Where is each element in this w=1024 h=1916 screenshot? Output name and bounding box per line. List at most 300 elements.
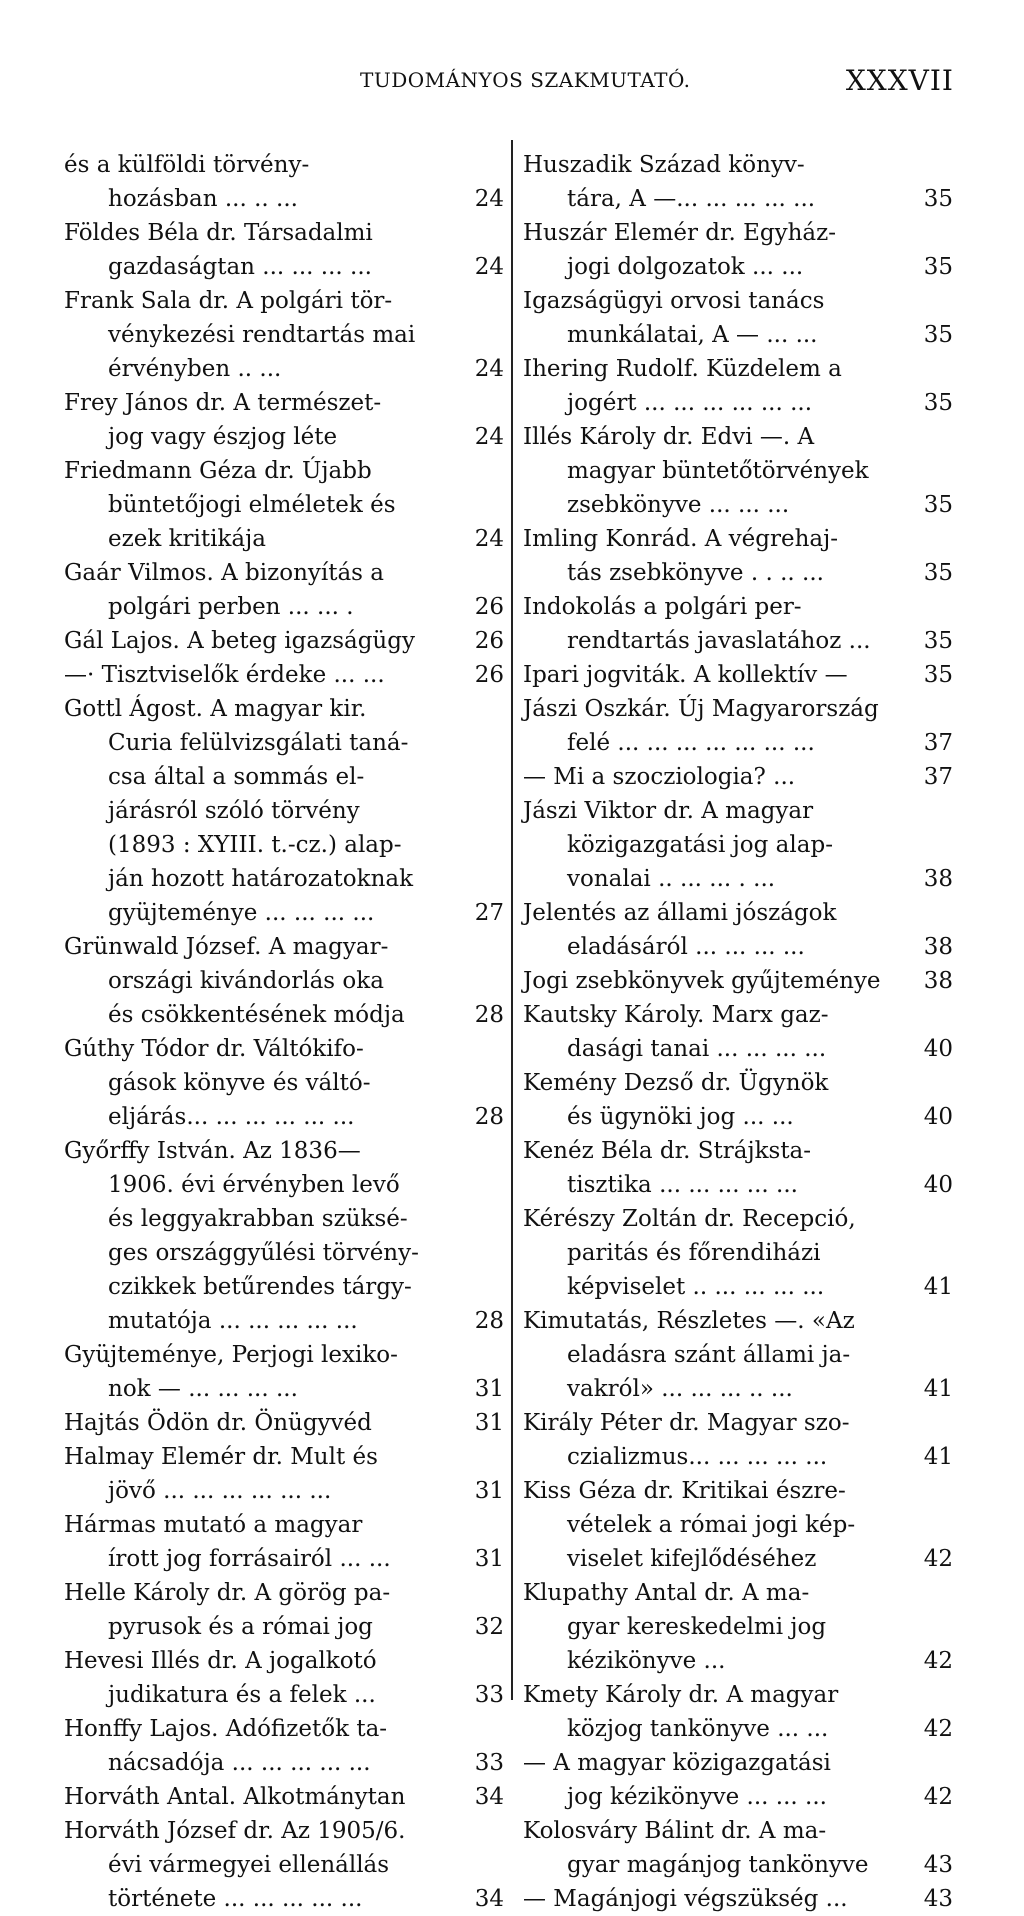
entry-line — [523, 250, 953, 284]
index-entry — [523, 1814, 953, 1882]
index-entry — [523, 896, 953, 964]
entry-text: Gúthy Tódor dr. Váltókifo- — [64, 1036, 364, 1062]
entry-text: Friedmann Géza dr. Újabb — [64, 458, 372, 484]
entry-text: Huszár Elemér dr. Egyház- — [523, 220, 837, 246]
entry-text: Kmety Károly dr. A magyar — [523, 1682, 839, 1708]
entry-text: rendtartás javaslatához ... — [567, 628, 871, 654]
entry-text: eladásáról ... ... ... ... — [567, 934, 805, 960]
entry-page-number: 34 — [474, 1784, 504, 1810]
entry-page-number: 43 — [923, 1852, 953, 1878]
entry-text: 1906. évi érvényben levő — [108, 1172, 400, 1198]
entry-line — [523, 148, 953, 182]
entry-page-number: 42 — [923, 1648, 953, 1674]
entry-text: gyar kereskedelmi jog — [567, 1614, 827, 1640]
entry-text: Illés Károly dr. Edvi —. A — [523, 424, 815, 450]
entry-text: Curia felülvizsgálati taná- — [108, 730, 409, 756]
entry-page-number: 35 — [923, 186, 953, 212]
entry-line — [64, 1236, 504, 1270]
entry-line — [523, 998, 953, 1032]
index-entry — [64, 216, 504, 284]
entry-line — [523, 590, 953, 624]
entry-line — [64, 1848, 504, 1882]
entry-text: tás zsebkönyve . . .. ... — [567, 560, 824, 586]
entry-page-number: 35 — [923, 662, 953, 688]
entry-line — [64, 1814, 504, 1848]
entry-line — [64, 964, 504, 998]
index-entry — [64, 930, 504, 1032]
index-entry — [64, 1508, 504, 1576]
entry-text: nok — ... ... ... ... — [108, 1376, 298, 1402]
entry-line — [64, 1882, 504, 1916]
entry-page-number: 26 — [474, 594, 504, 620]
entry-text: dasági tanai ... ... ... ... — [567, 1036, 827, 1062]
entry-text: Kimutatás, Részletes —. «Az — [523, 1308, 855, 1334]
entry-text: (1893 : XYIII. t.-cz.) alap- — [108, 832, 402, 858]
entry-text: czializmus... ... ... ... ... — [567, 1444, 828, 1470]
index-entry — [523, 284, 953, 352]
entry-line — [64, 726, 504, 760]
entry-line — [523, 828, 953, 862]
entry-line — [64, 1134, 504, 1168]
entry-line — [64, 318, 504, 352]
entry-page-number: 35 — [923, 322, 953, 348]
index-entry — [523, 352, 953, 420]
entry-text: vonalai .. ... ... . ... — [567, 866, 776, 892]
entry-text: Jelentés az állami jószágok — [523, 900, 837, 926]
entry-text: Frey János dr. A természet- — [64, 390, 382, 416]
entry-text: Hajtás Ödön dr. Önügyvéd — [64, 1410, 372, 1436]
entry-line — [64, 1338, 504, 1372]
index-entry — [64, 1780, 504, 1814]
index-entry — [64, 1032, 504, 1134]
entry-page-number: 31 — [474, 1478, 504, 1504]
entry-line — [523, 318, 953, 352]
entry-page-number: 38 — [923, 866, 953, 892]
entry-page-number: 26 — [474, 628, 504, 654]
index-entry — [523, 692, 953, 760]
entry-line — [64, 1202, 504, 1236]
entry-page-number: 24 — [474, 424, 504, 450]
index-entry — [523, 998, 953, 1066]
entry-line — [523, 1474, 953, 1508]
entry-line — [523, 284, 953, 318]
entry-page-number: 41 — [923, 1376, 953, 1402]
entry-line — [64, 556, 504, 590]
entry-text: Kemény Dezső dr. Ügynök — [523, 1070, 829, 1096]
entry-line — [64, 1644, 504, 1678]
entry-page-number: 34 — [474, 1886, 504, 1912]
entry-text: vételek a római jogi kép- — [567, 1512, 856, 1538]
entry-line — [64, 420, 504, 454]
entry-line — [523, 216, 953, 250]
index-entry — [523, 658, 953, 692]
entry-text: Huszadik Század könyv- — [523, 152, 805, 178]
entry-line — [64, 862, 504, 896]
entry-line — [523, 1406, 953, 1440]
entry-page-number: 35 — [923, 492, 953, 518]
entry-page-number: 31 — [474, 1410, 504, 1436]
entry-text: Igazságügyi orvosi tanács — [523, 288, 825, 314]
entry-line — [64, 760, 504, 794]
entry-text: Frank Sala dr. A polgári tör- — [64, 288, 393, 314]
entry-text: Helle Károly dr. A görög pa- — [64, 1580, 391, 1606]
entry-page-number: 33 — [474, 1682, 504, 1708]
entry-page-number: 27 — [474, 900, 504, 926]
entry-line — [523, 1100, 953, 1134]
entry-line — [523, 862, 953, 896]
entry-text: paritás és főrendiházi — [567, 1240, 821, 1266]
entry-text: Győrffy István. Az 1836— — [64, 1138, 361, 1164]
entry-text: Ihering Rudolf. Küzdelem a — [523, 356, 842, 382]
entry-page-number: 40 — [923, 1104, 953, 1130]
entry-page-number: 35 — [923, 390, 953, 416]
index-entry — [523, 1882, 953, 1916]
index-entry — [523, 794, 953, 896]
entry-text: Gál Lajos. A beteg igazságügy — [64, 628, 415, 654]
index-entry — [64, 556, 504, 624]
entry-line — [523, 624, 953, 658]
entry-text: — Magánjogi végszükség ... — [523, 1886, 848, 1912]
entry-line — [523, 1372, 953, 1406]
entry-line — [523, 1202, 953, 1236]
entry-page-number: 28 — [474, 1308, 504, 1334]
entry-text: közigazgatási jog alap- — [567, 832, 833, 858]
entry-text: nácsadója ... ... ... ... ... — [108, 1750, 371, 1776]
entry-line — [64, 1066, 504, 1100]
entry-page-number: 37 — [923, 764, 953, 790]
entry-line — [523, 760, 953, 794]
index-entry — [64, 454, 504, 556]
entry-line — [523, 454, 953, 488]
entry-text: pyrusok és a római jog — [108, 1614, 373, 1640]
entry-text: Jogi zsebkönyvek gyűjteménye — [523, 968, 881, 994]
entry-line — [64, 216, 504, 250]
entry-line — [523, 930, 953, 964]
entry-line — [64, 590, 504, 624]
right-column — [523, 148, 953, 1916]
entry-text: képviselet .. ... ... ... ... — [567, 1274, 825, 1300]
index-entry — [64, 1814, 504, 1916]
entry-text: tára, A —... ... ... ... ... — [567, 186, 816, 212]
entry-line — [64, 1304, 504, 1338]
entry-page-number: 43 — [923, 1886, 953, 1912]
index-entry — [523, 420, 953, 522]
entry-page-number: 35 — [923, 254, 953, 280]
entry-line — [523, 1440, 953, 1474]
entry-line — [64, 386, 504, 420]
entry-line — [523, 488, 953, 522]
entry-line — [523, 1848, 953, 1882]
entry-page-number: 42 — [923, 1716, 953, 1742]
entry-text: hozásban ... .. ... — [108, 186, 298, 212]
entry-line — [64, 1440, 504, 1474]
index-entry — [523, 964, 953, 998]
column-divider — [511, 140, 513, 1700]
entry-line — [64, 1406, 504, 1440]
entry-text: és leggyakrabban szüksé- — [108, 1206, 408, 1232]
entry-text: érvényben .. ... — [108, 356, 282, 382]
entry-line — [523, 1644, 953, 1678]
entry-page-number: 38 — [923, 968, 953, 994]
entry-text: gyüjteménye ... ... ... ... — [108, 900, 375, 926]
index-entry — [64, 1576, 504, 1644]
entry-text: mutatója ... ... ... ... ... — [108, 1308, 358, 1334]
index-entry — [523, 1304, 953, 1406]
entry-line — [64, 1542, 504, 1576]
entry-text: és ügynöki jog ... ... — [567, 1104, 794, 1130]
entry-line — [64, 828, 504, 862]
entry-text: kézikönyve ... — [567, 1648, 726, 1674]
running-header — [360, 64, 954, 100]
entry-line — [64, 692, 504, 726]
entry-line — [523, 420, 953, 454]
entry-line — [64, 1100, 504, 1134]
entry-text: gazdaságtan ... ... ... ... — [108, 254, 372, 280]
entry-line — [523, 1814, 953, 1848]
entry-line — [64, 1270, 504, 1304]
entry-page-number: 28 — [474, 1002, 504, 1028]
entry-text: csa által a sommás el- — [108, 764, 365, 790]
entry-line — [64, 1610, 504, 1644]
entry-text: Imling Konrád. A végrehaj- — [523, 526, 839, 552]
index-entry — [64, 1644, 504, 1712]
entry-line — [64, 998, 504, 1032]
entry-line — [523, 1712, 953, 1746]
entry-line — [64, 1508, 504, 1542]
entry-line — [523, 896, 953, 930]
entry-page-number: 24 — [474, 526, 504, 552]
entry-text: Kenéz Béla dr. Strájksta- — [523, 1138, 812, 1164]
entry-text: jogi dolgozatok ... ... — [567, 254, 804, 280]
entry-text: Horváth Antal. Alkotmánytan — [64, 1784, 406, 1810]
entry-line — [64, 250, 504, 284]
entry-page-number: 35 — [923, 628, 953, 654]
entry-text: vakról» ... ... ... .. ... — [567, 1376, 793, 1402]
entry-text: Kolosváry Bálint dr. A ma- — [523, 1818, 827, 1844]
entry-line — [64, 284, 504, 318]
index-entry — [64, 1134, 504, 1338]
entry-line — [523, 182, 953, 216]
entry-text: eljárás... ... ... ... ... ... — [108, 1104, 355, 1130]
entry-line — [64, 454, 504, 488]
entry-page-number: 41 — [923, 1444, 953, 1470]
entry-line — [523, 1542, 953, 1576]
entry-line — [523, 964, 953, 998]
entry-line — [64, 1678, 504, 1712]
entry-line — [64, 1372, 504, 1406]
index-entry — [523, 1066, 953, 1134]
entry-line — [523, 1134, 953, 1168]
index-entry — [523, 522, 953, 590]
entry-page-number: 37 — [923, 730, 953, 756]
entry-line — [523, 1576, 953, 1610]
entry-text: jog kézikönyve ... ... ... — [567, 1784, 827, 1810]
index-entry — [523, 148, 953, 216]
entry-text: és a külföldi törvény- — [64, 152, 310, 178]
index-entry — [523, 1134, 953, 1202]
left-column — [64, 148, 504, 1916]
entry-text: ján hozott határozatoknak — [108, 866, 414, 892]
entry-text: országi kivándorlás oka — [108, 968, 384, 994]
entry-line — [64, 1474, 504, 1508]
entry-text: Jászi Viktor dr. A magyar — [523, 798, 814, 824]
entry-line — [523, 1304, 953, 1338]
entry-line — [64, 794, 504, 828]
entry-line — [523, 1508, 953, 1542]
entry-line — [64, 930, 504, 964]
entry-page-number: 32 — [474, 1614, 504, 1640]
entry-line — [64, 1746, 504, 1780]
entry-line — [64, 1712, 504, 1746]
entry-text: czikkek betűrendes tárgy- — [108, 1274, 412, 1300]
entry-text: — Mi a szocziologia? ... — [523, 764, 796, 790]
entry-text: járásról szóló törvény — [108, 798, 360, 824]
entry-page-number: 31 — [474, 1376, 504, 1402]
entry-line — [523, 352, 953, 386]
entry-text: vénykezési rendtartás mai — [108, 322, 416, 348]
entry-text: Kérészy Zoltán dr. Recepció, — [523, 1206, 856, 1232]
entry-text: Hevesi Illés dr. A jogalkotó — [64, 1648, 377, 1674]
entry-line — [523, 658, 953, 692]
entry-text: — A magyar közigazgatási — [523, 1750, 831, 1776]
entry-line — [523, 1236, 953, 1270]
entry-line — [64, 896, 504, 930]
entry-text: története ... ... ... ... ... — [108, 1886, 363, 1912]
entry-line — [523, 1678, 953, 1712]
entry-line — [523, 1168, 953, 1202]
entry-line — [64, 658, 504, 692]
entry-page-number: 28 — [474, 1104, 504, 1130]
entry-text: —· Tisztviselők érdeke ... ... — [64, 662, 385, 688]
entry-text: eladásra szánt állami ja- — [567, 1342, 851, 1368]
header-title: TUDOMÁNYOS SZAKMUTATÓ. — [360, 68, 691, 92]
entry-text: Grünwald József. A magyar- — [64, 934, 389, 960]
entry-line — [523, 386, 953, 420]
entry-text: jog vagy észjog léte — [108, 424, 338, 450]
entry-page-number: 24 — [474, 186, 504, 212]
entry-line — [523, 1032, 953, 1066]
entry-text: polgári perben ... ... . — [108, 594, 354, 620]
entry-line — [64, 624, 504, 658]
entry-text: Kiss Géza dr. Kritikai észre- — [523, 1478, 846, 1504]
entry-line — [64, 182, 504, 216]
entry-line — [523, 1746, 953, 1780]
index-entry — [523, 1576, 953, 1678]
entry-line — [64, 148, 504, 182]
entry-text: Ipari jogviták. A kollektív — — [523, 662, 848, 688]
entry-text: jogért ... ... ... ... ... ... — [567, 390, 813, 416]
index-entry — [64, 284, 504, 386]
entry-text: ges országgyűlési törvény- — [108, 1240, 419, 1266]
index-entry — [523, 1202, 953, 1304]
entry-line — [523, 1066, 953, 1100]
entry-line — [523, 1338, 953, 1372]
entry-page-number: 38 — [923, 934, 953, 960]
index-entry — [523, 1678, 953, 1746]
entry-line — [523, 556, 953, 590]
index-entry — [64, 692, 504, 930]
entry-page-number: 24 — [474, 356, 504, 382]
entry-text: büntetőjogi elméletek és — [108, 492, 396, 518]
index-entry — [64, 148, 504, 216]
entry-text: és csökkentésének módja — [108, 1002, 405, 1028]
entry-text: zsebkönyve ... ... ... — [567, 492, 790, 518]
entry-page-number: 42 — [923, 1784, 953, 1810]
entry-page-number: 40 — [923, 1172, 953, 1198]
entry-line — [64, 1576, 504, 1610]
entry-page-number: 26 — [474, 662, 504, 688]
entry-line — [64, 488, 504, 522]
entry-page-number: 35 — [923, 560, 953, 586]
entry-page-number: 33 — [474, 1750, 504, 1776]
entry-text: Halmay Elemér dr. Mult és — [64, 1444, 378, 1470]
entry-text: Király Péter dr. Magyar szo- — [523, 1410, 850, 1436]
entry-line — [64, 1780, 504, 1814]
entry-text: Gottl Ágost. A magyar kir. — [64, 696, 367, 722]
entry-line — [523, 726, 953, 760]
entry-text: Gyüjteménye, Perjogi lexiko- — [64, 1342, 398, 1368]
entry-text: tisztika ... ... ... ... ... — [567, 1172, 798, 1198]
entry-text: viselet kifejlődéséhez — [567, 1546, 817, 1572]
entry-line — [523, 1882, 953, 1916]
index-entry — [523, 1474, 953, 1576]
entry-page-number: 42 — [923, 1546, 953, 1572]
entry-text: évi vármegyei ellenállás — [108, 1852, 390, 1878]
entry-page-number: 40 — [923, 1036, 953, 1062]
entry-line — [523, 522, 953, 556]
entry-line — [523, 1270, 953, 1304]
entry-text: Jászi Oszkár. Új Magyarország — [523, 696, 879, 722]
entry-line — [523, 1780, 953, 1814]
entry-text: magyar büntetőtörvények — [567, 458, 869, 484]
entry-line — [64, 522, 504, 556]
index-entry — [523, 1406, 953, 1474]
entry-text: Honffy Lajos. Adófizetők ta- — [64, 1716, 388, 1742]
entry-text: Horváth József dr. Az 1905/6. — [64, 1818, 406, 1844]
entry-text: Hármas mutató a magyar — [64, 1512, 363, 1538]
entry-text: Klupathy Antal dr. A ma- — [523, 1580, 810, 1606]
index-entry — [64, 386, 504, 454]
header-page-number: XXXVII — [845, 64, 954, 97]
entry-text: gások könyve és váltó- — [108, 1070, 371, 1096]
entry-text: munkálatai, A — ... ... — [567, 322, 818, 348]
index-entry — [64, 1338, 504, 1406]
entry-text: Indokolás a polgári per- — [523, 594, 802, 620]
entry-line — [523, 794, 953, 828]
index-entry — [64, 1406, 504, 1440]
entry-text: írott jog forrásairól ... ... — [108, 1546, 391, 1572]
index-entry — [523, 216, 953, 284]
index-entry — [523, 760, 953, 794]
index-entry — [64, 624, 504, 658]
entry-line — [64, 352, 504, 386]
entry-line — [523, 692, 953, 726]
entry-line — [523, 1610, 953, 1644]
index-entry — [64, 1712, 504, 1780]
entry-page-number: 24 — [474, 254, 504, 280]
index-entry — [523, 1746, 953, 1814]
entry-text: Gaár Vilmos. A bizonyítás a — [64, 560, 385, 586]
entry-page-number: 41 — [923, 1274, 953, 1300]
entry-line — [64, 1168, 504, 1202]
entry-text: felé ... ... ... ... ... ... ... — [567, 730, 815, 756]
entry-text: judikatura és a felek ... — [108, 1682, 376, 1708]
entry-text: jövő ... ... ... ... ... ... — [108, 1478, 332, 1504]
entry-line — [64, 1032, 504, 1066]
entry-text: Kautsky Károly. Marx gaz- — [523, 1002, 829, 1028]
index-entry — [523, 590, 953, 658]
entry-text: Földes Béla dr. Társadalmi — [64, 220, 373, 246]
